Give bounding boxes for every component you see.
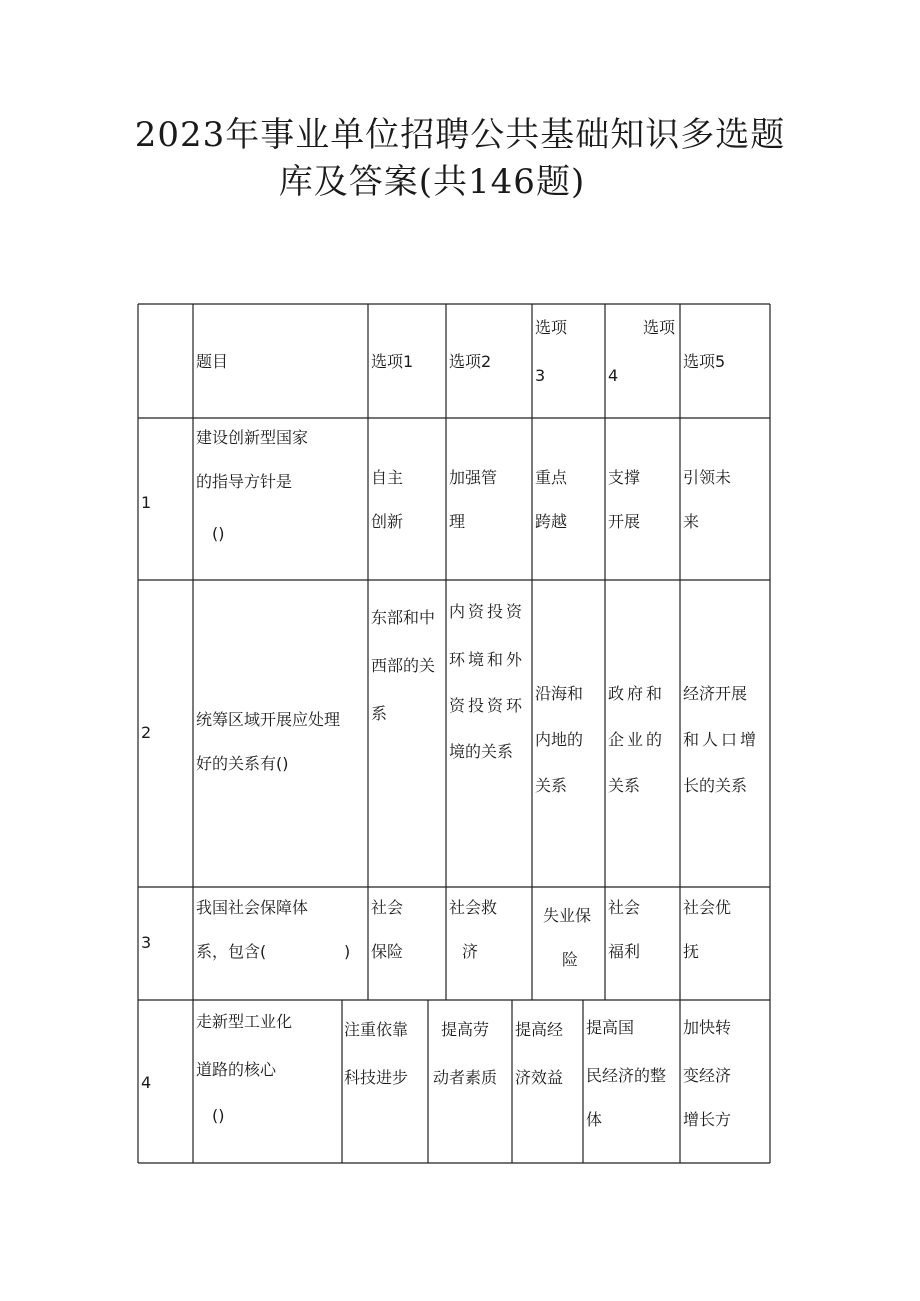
option-text: 加强管 <box>449 468 498 487</box>
option-text: 政府和 <box>608 684 666 703</box>
title-line-2: 库及答案(共146题) <box>278 162 586 202</box>
option-text: 长的关系 <box>683 776 748 795</box>
option-text: 提高劳 <box>441 1020 490 1039</box>
option-text: 民经济的整 <box>586 1066 667 1085</box>
option-text: 变经济 <box>683 1066 732 1085</box>
header-option-1: 选项1 <box>371 352 414 371</box>
option-text: 资投资环 <box>449 696 526 715</box>
question-text: ) <box>344 942 351 961</box>
option-text: 提高国 <box>586 1018 635 1037</box>
option-text: 关系 <box>535 776 568 795</box>
option-text: 理 <box>449 512 466 531</box>
option-text: 系 <box>371 704 388 723</box>
option-text: 重点 <box>535 468 568 487</box>
option-text: 经济开展 <box>683 684 748 703</box>
question-text: 我国社会保障体 <box>196 898 309 917</box>
option-text: 失业保 <box>543 906 592 925</box>
option-text: 跨越 <box>535 512 568 531</box>
question-text: () <box>212 524 225 543</box>
option-text: 社会救 <box>449 898 498 917</box>
header-option-3-label: 选项 <box>535 318 568 337</box>
option-text: 关系 <box>608 776 641 795</box>
option-text: 抚 <box>683 942 700 961</box>
option-text: 创新 <box>371 512 404 531</box>
row-number: 3 <box>141 933 152 952</box>
option-text: 环境和外 <box>449 650 526 669</box>
option-text: 体 <box>586 1110 603 1129</box>
option-text: 企业的 <box>608 730 666 749</box>
header-option-4-label: 选项 <box>643 318 676 337</box>
option-text: 科技进步 <box>344 1068 409 1087</box>
question-text: 系，包含( <box>196 942 267 961</box>
question-text: 统筹区域开展应处理 <box>196 710 341 729</box>
option-text: 注重依靠 <box>344 1020 409 1039</box>
option-text: 提高经 <box>515 1020 564 1039</box>
question-text: 道路的核心 <box>196 1060 277 1079</box>
option-text: 增长方 <box>683 1110 732 1129</box>
option-text: 济效益 <box>515 1068 564 1087</box>
question-text: 的指导方针是 <box>196 472 293 491</box>
option-text: 社会优 <box>683 898 732 917</box>
question-text: 好的关系有() <box>196 754 289 773</box>
question-text: 建设创新型国家 <box>196 428 309 447</box>
header-option-4-number: 4 <box>608 366 619 385</box>
option-text: 西部的关 <box>371 656 436 675</box>
row-number: 1 <box>141 493 152 512</box>
question-text: 走新型工业化 <box>196 1012 293 1031</box>
option-text: 自主 <box>371 468 404 487</box>
option-text: 来 <box>683 512 700 531</box>
option-text: 社会 <box>371 898 404 917</box>
row-number: 4 <box>141 1073 152 1092</box>
header-option-3-number: 3 <box>535 366 546 385</box>
header-option-5: 选项5 <box>683 352 726 371</box>
option-text: 开展 <box>608 512 641 531</box>
option-text: 动者素质 <box>433 1068 498 1087</box>
option-text: 沿海和 <box>535 684 584 703</box>
option-text: 引领未 <box>683 468 732 487</box>
option-text: 东部和中 <box>371 608 436 627</box>
question-text: () <box>212 1106 225 1125</box>
option-text: 保险 <box>371 942 404 961</box>
option-text: 内地的 <box>535 730 584 749</box>
option-text: 社会 <box>608 898 641 917</box>
option-text: 境的关系 <box>449 742 514 761</box>
option-text: 福利 <box>608 942 641 961</box>
header-question: 题目 <box>196 352 229 371</box>
row-number: 2 <box>141 723 152 742</box>
option-text: 支撑 <box>608 468 641 487</box>
header-option-2: 选项2 <box>449 352 492 371</box>
option-text: 内资投资 <box>449 602 526 621</box>
title-line-1: 2023年事业单位招聘公共基础知识多选题 <box>134 115 786 155</box>
option-text: 险 <box>562 950 579 969</box>
option-text: 加快转 <box>683 1018 732 1037</box>
option-text: 和人口增 <box>683 730 760 749</box>
option-text: 济 <box>462 942 479 961</box>
